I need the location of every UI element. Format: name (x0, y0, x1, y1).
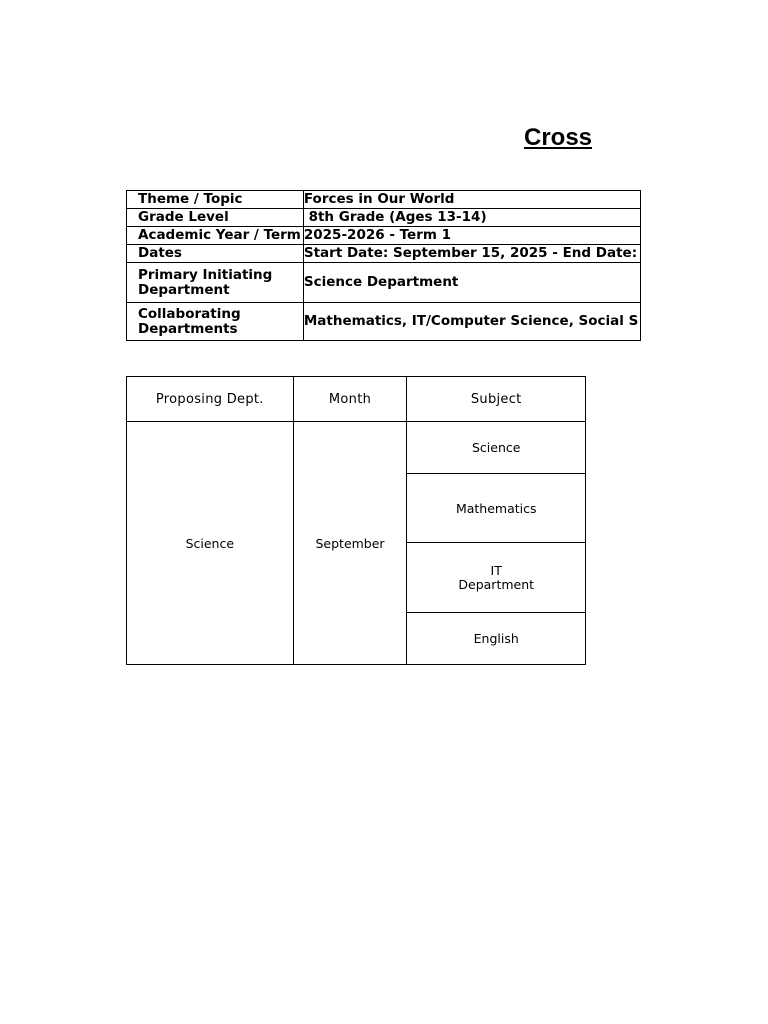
info-label-collaborating-line2: Departments (138, 320, 238, 337)
info-value-grade: 8th Grade (Ages 13-14) (303, 209, 640, 227)
info-value-theme: Forces in Our World (303, 191, 640, 209)
subject-cell-it (407, 543, 586, 613)
info-label-dates: Dates (127, 245, 304, 263)
info-label-primary-dept (127, 263, 304, 303)
subject-it-text (458, 564, 534, 592)
info-value-collaborating-depts: Mathematics, IT/Computer Science, Social S (303, 303, 640, 341)
info-row-academic-year (127, 227, 641, 245)
info-row-primary-dept (127, 263, 641, 303)
info-value-academic-year: 2025-2026 - Term 1 (303, 227, 640, 245)
info-value-dates: Start Date: September 15, 2025 - End Date: (303, 245, 640, 263)
subject-cell-english: English (407, 613, 586, 665)
info-row-collaborating-depts (127, 303, 641, 341)
info-value-primary-dept: Science Department (303, 263, 640, 303)
info-label-theme: Theme / Topic (127, 191, 304, 209)
info-row-theme (127, 191, 641, 209)
info-label-collaborating-line1: Collaborating (138, 305, 241, 322)
info-label-collaborating-depts (127, 303, 304, 341)
document-title: Cross (524, 124, 593, 151)
plan-header-row (127, 377, 586, 422)
info-row-dates (127, 245, 641, 263)
info-table (126, 190, 641, 341)
header-month: Month (293, 377, 407, 422)
proposing-dept-cell: Science (127, 422, 294, 665)
info-label-primary-dept-line2: Department (138, 281, 230, 298)
header-subject: Subject (407, 377, 586, 422)
info-label-grade: Grade Level (127, 209, 304, 227)
subject-cell-mathematics: Mathematics (407, 474, 586, 543)
month-cell: September (293, 422, 407, 665)
subject-it-line1: IT (490, 562, 502, 578)
subject-cell-science: Science (407, 422, 586, 474)
info-label-academic-year: Academic Year / Term (127, 227, 304, 245)
header-proposing-dept: Proposing Dept. (127, 377, 294, 422)
plan-row-science (127, 422, 586, 474)
plan-table (126, 376, 586, 665)
info-label-primary-dept-line1: Primary Initiating (138, 266, 273, 283)
info-row-grade (127, 209, 641, 227)
subject-it-line2: Department (458, 576, 535, 592)
